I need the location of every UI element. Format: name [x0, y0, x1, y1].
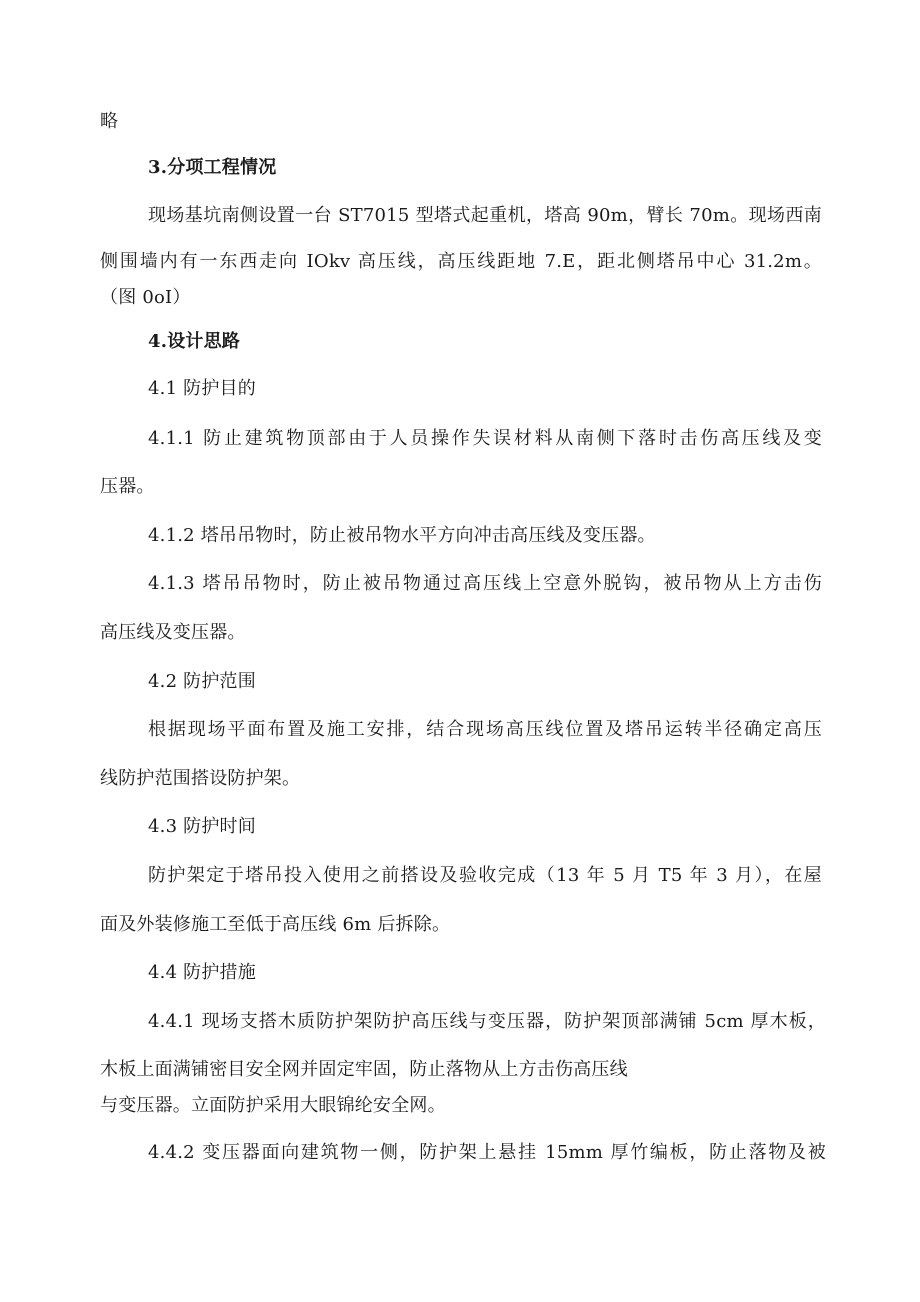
section-heading: 3.分项工程情况	[148, 157, 277, 178]
paragraph-line: 4.4.2 变压器面向建筑物一侧，防护架上悬挂 15mm 厚竹编板，防止落物及被	[148, 1142, 826, 1163]
paragraph-line: 4.4.1 现场支搭木质防护架防护高压线与变压器，防护架顶部满铺 5cm 厚木板，	[148, 1011, 826, 1032]
subsection-heading: 4.4 防护措施	[148, 962, 256, 983]
paragraph-line: 侧围墙内有一东西走向 IOkv 高压线，高压线距地 7.E，距北侧塔吊中心 31.2m。	[100, 251, 822, 272]
paragraph-line: 压器。	[100, 476, 155, 497]
paragraph-line: 面及外装修施工至低于高压线 6m 后拆除。	[100, 914, 451, 935]
subsection-heading: 4.3 防护时间	[148, 816, 256, 837]
paragraph-line: （图 0oI）	[100, 287, 191, 308]
paragraph-line: 与变压器。立面防护采用大眼锦纶安全网。	[100, 1095, 446, 1116]
paragraph-line: 4.1.1 防止建筑物顶部由于人员操作失误材料从南侧下落时击伤高压线及变	[148, 428, 822, 449]
paragraph-line: 4.1.3 塔吊吊物时，防止被吊物通过高压线上空意外脱钩，被吊物从上方击伤	[148, 573, 822, 594]
subsection-heading: 4.2 防护范围	[148, 671, 256, 692]
paragraph-line: 高压线及变压器。	[100, 622, 246, 643]
paragraph-line: 防护架定于塔吊投入使用之前搭设及验收完成（13 年 5 月 T5 年 3 月），在屋	[148, 865, 822, 886]
paragraph-line: 4.1.2 塔吊吊物时，防止被吊物水平方向冲击高压线及变压器。	[148, 525, 656, 546]
subsection-heading: 4.1 防护目的	[148, 378, 256, 399]
text-line: 略	[100, 111, 119, 132]
paragraph-line: 木板上面满铺密目安全网并固定牢固，防止落物从上方击伤高压线	[100, 1059, 628, 1080]
paragraph-line: 现场基坑南侧设置一台 ST7015 型塔式起重机，塔高 90m，臂长 70m。现场西南	[148, 205, 822, 226]
section-heading: 4.设计思路	[148, 331, 240, 352]
paragraph-line: 线防护范围搭设防护架。	[100, 768, 301, 789]
paragraph-line: 根据现场平面布置及施工安排，结合现场高压线位置及塔吊运转半径确定高压	[148, 719, 822, 740]
